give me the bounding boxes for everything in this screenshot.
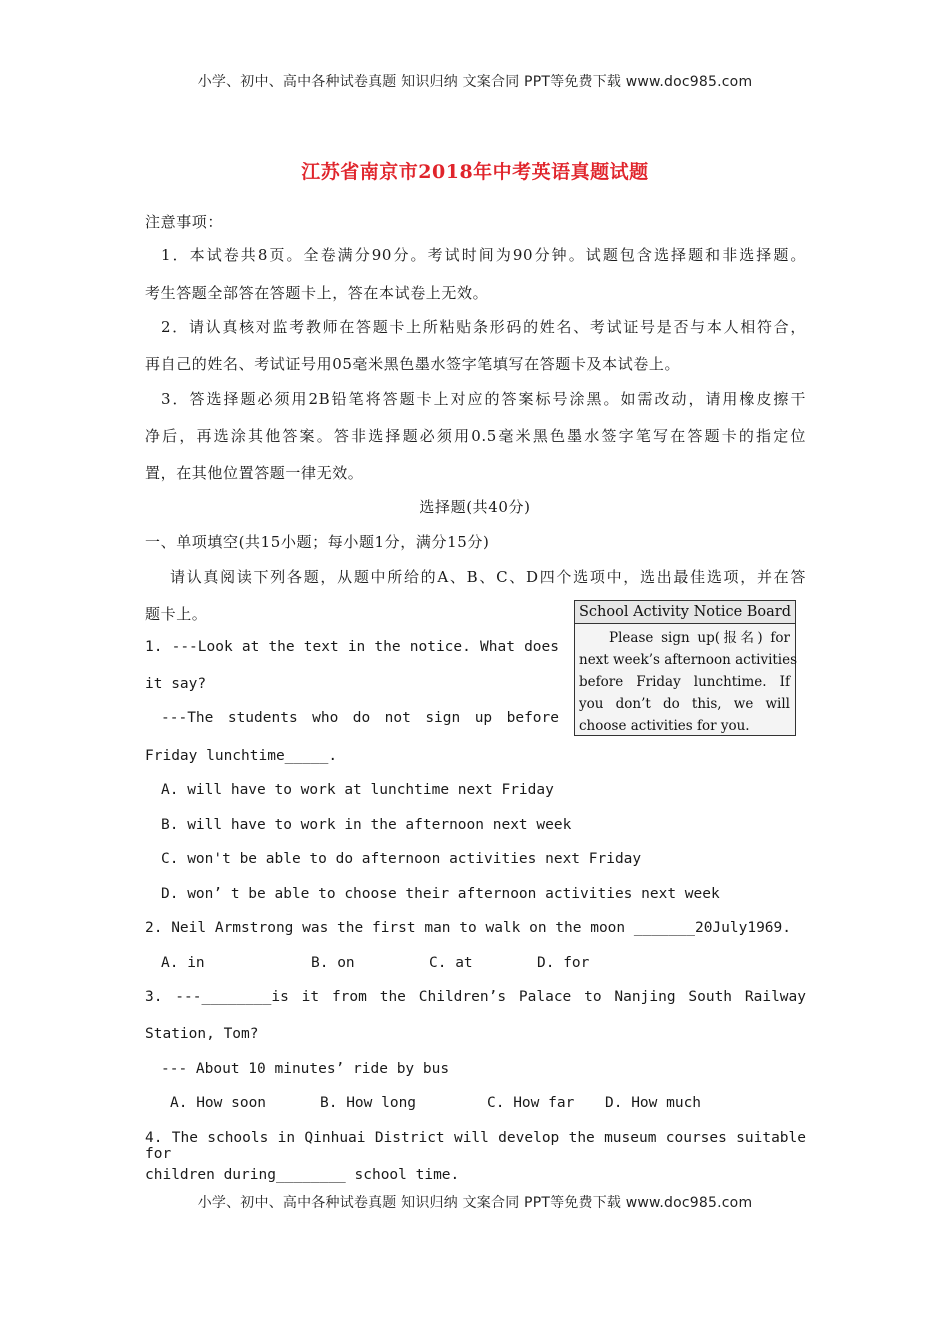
note-item-1-line-1: 1．本试卷共8页。全卷满分90分。考试时间为90分钟。试题包含选择题和非选择题。: [161, 246, 806, 264]
note-item-2-line-2: 再自己的姓名、考试证号用05毫米黑色墨水签字笔填写在答题卡及本试卷上。: [145, 355, 681, 373]
notice-board-title: School Activity Notice Board: [575, 601, 795, 624]
notice-line-2: next week’s afternoon activities: [579, 652, 798, 668]
q3-option-c: C. How far: [487, 1095, 575, 1111]
footer-note: 小学、初中、高中各种试卷真题 知识归纳 文案合同 PPT等免费下载 www.doc985.com: [197, 1195, 753, 1211]
notice-board-image: [574, 600, 796, 736]
q1-option-c: C. won't be able to do afternoon activities next Friday: [161, 851, 642, 867]
header-note: 小学、初中、高中各种试卷真题 知识归纳 文案合同 PPT等免费下载 www.doc985.com: [197, 74, 753, 90]
q2-option-c: C. at: [429, 955, 473, 971]
q1-line-2: it say?: [145, 676, 207, 692]
q1-line-4: Friday lunchtime_____.: [145, 748, 338, 764]
q1-option-a: A. will have to work at lunchtime next Friday: [161, 782, 554, 798]
part-heading: 一、单项填空(共15小题；每小题1分，满分15分): [145, 533, 490, 551]
q3-line-2: Station, Tom?: [145, 1026, 259, 1042]
q3-option-b: B. How long: [320, 1095, 417, 1111]
q1-option-d: D. won’ t be able to choose their afternoon activities next week: [161, 886, 720, 902]
section-heading: 选择题(共40分): [419, 498, 531, 516]
note-item-3-line-3: 置，在其他位置答题一律无效。: [145, 464, 364, 482]
q2-stem: 2. Neil Armstrong was the first man to walk on the moon _______20July1969.: [145, 920, 792, 936]
note-item-3-line-1: 3．答选择题必须用2B铅笔将答题卡上对应的答案标号涂黑。如需改动，请用橡皮擦干: [161, 390, 806, 408]
q4-line-1: 4. The schools in Qinhuai District will develop the museum courses suitable for: [145, 1130, 806, 1162]
q1-option-b: B. will have to work in the afternoon next week: [161, 817, 572, 833]
q4-line-2: children during________ school time.: [145, 1167, 460, 1183]
note-item-2-line-1: 2．请认真核对监考教师在答题卡上所粘贴条形码的姓名、考试证号是否与本人相符合，: [161, 318, 806, 336]
q3-line-1: 3. ---________is it from the Children’s Palace to Nanjing South Railway: [145, 989, 806, 1005]
q3-option-d: D. How much: [605, 1095, 702, 1111]
notice-line-5: choose activities for you.: [579, 718, 750, 734]
q1-line-1: 1. ---Look at the text in the notice. What does: [145, 639, 559, 655]
q3-option-a: A. How soon: [170, 1095, 267, 1111]
note-item-3-line-2: 净后，再选涂其他答案。答非选择题必须用0.5毫米黑色墨水签字笔写在答题卡的指定位: [145, 427, 806, 445]
instruction-line-1: 请认真阅读下列各题，从题中所给的A、B、C、D四个选项中，选出最佳选项，并在答: [170, 568, 806, 586]
q3-line-3: --- About 10 minutes’ ride by bus: [161, 1061, 450, 1077]
note-item-1-line-2: 考生答题全部答在答题卡上，答在本试卷上无效。: [145, 284, 489, 302]
q2-option-a: A. in: [161, 955, 205, 971]
notice-line-1: Please sign up(报名) for: [609, 630, 790, 646]
instruction-line-2: 题卡上。: [145, 605, 208, 623]
q1-line-3: ---The students who do not sign up before: [161, 710, 559, 726]
document-title: 江苏省南京市2018年中考英语真题试题: [301, 161, 649, 183]
q2-option-d: D. for: [537, 955, 590, 971]
q2-option-b: B. on: [311, 955, 355, 971]
notice-line-3: before Friday lunchtime. If: [579, 674, 790, 690]
notice-line-4: you don’t do this, we will: [579, 696, 790, 712]
notes-heading: 注意事项：: [145, 213, 224, 231]
